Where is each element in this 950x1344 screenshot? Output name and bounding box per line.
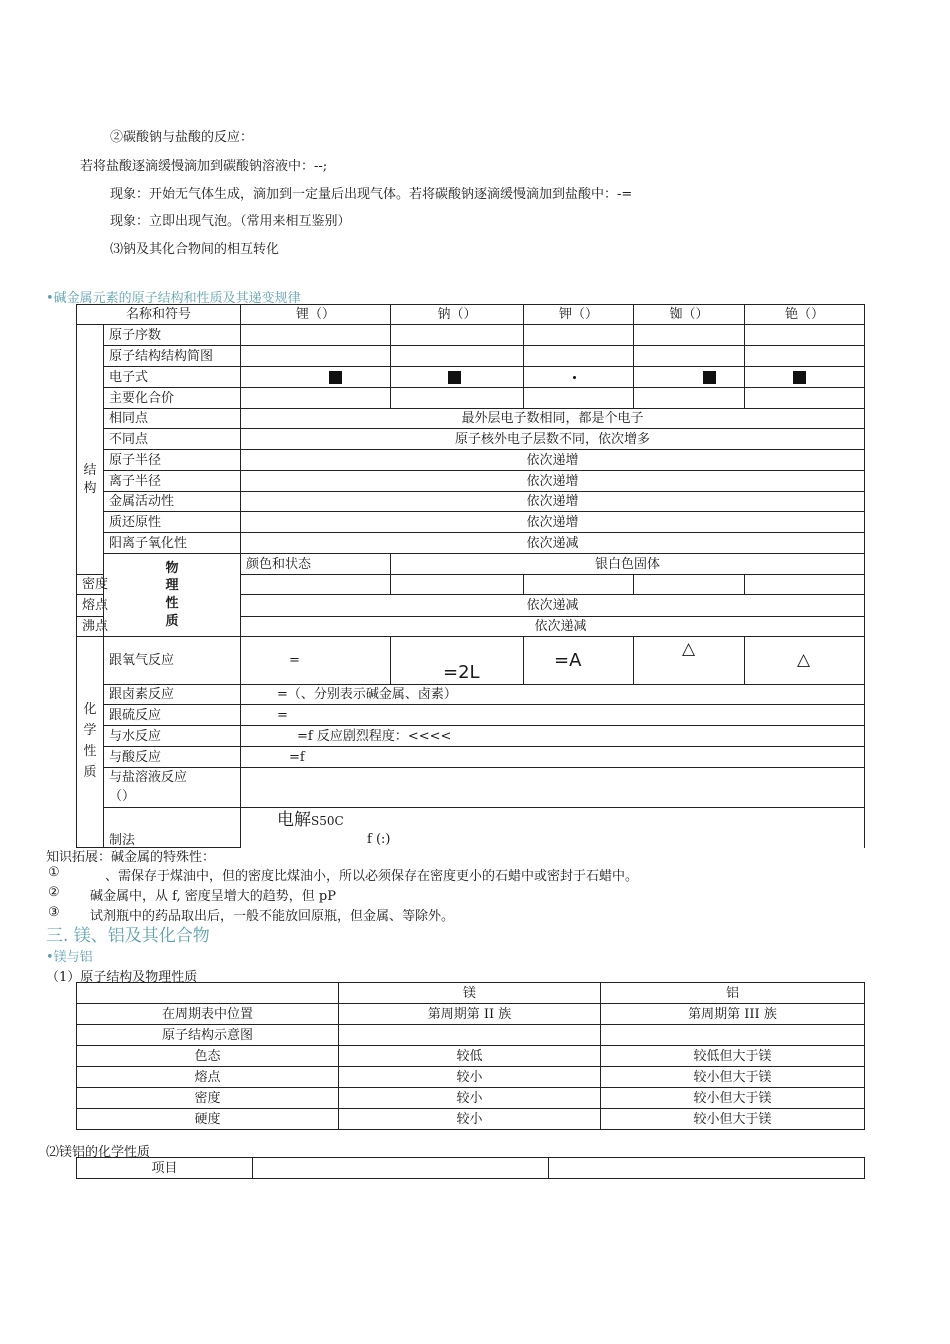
mg-al-label: 原子结构示意图 xyxy=(77,1025,339,1046)
row-diff: 不同点 xyxy=(104,429,241,450)
diff-value: 原子核外电子层数不同，依次增多 xyxy=(241,429,865,450)
mg-al-label: 色态 xyxy=(77,1046,339,1067)
table-row xyxy=(77,346,865,367)
table-row xyxy=(77,1158,865,1179)
table-row xyxy=(77,685,865,705)
filled-square-icon xyxy=(329,371,342,384)
mg-al-label: 熔点 xyxy=(77,1067,339,1088)
table-row xyxy=(77,429,865,450)
table-row xyxy=(77,808,865,848)
row-valence: 主要化合价 xyxy=(104,388,241,409)
ext-text-3: 试剂瓶中的药品取出后，一般不能放回原瓶，但金属、等除外。 xyxy=(90,909,455,924)
table-row xyxy=(77,1109,865,1130)
mg-al-header-al: 铝 xyxy=(601,983,865,1004)
al-value: 较低但大于镁 xyxy=(601,1046,865,1067)
oxygen-k: =A xyxy=(524,637,634,685)
row-structure-diagram: 原子结构结构简图 xyxy=(104,346,241,367)
al-value xyxy=(601,1025,865,1046)
row-boiling: 沸点 xyxy=(77,617,104,637)
atomic-radius-value: 依次递增 xyxy=(241,450,865,471)
acid-value: =f xyxy=(241,747,865,768)
reducibility-value: 依次递增 xyxy=(241,512,865,533)
row-color-state: 颜色和状态 xyxy=(241,554,391,575)
table-row xyxy=(77,1004,865,1025)
table-row xyxy=(77,450,865,471)
triangle-icon: △ xyxy=(797,650,811,670)
group-structure: 结构 xyxy=(77,325,104,575)
row-atomic-number: 原子序数 xyxy=(104,325,241,346)
boiling-value: 依次递减 xyxy=(241,617,865,637)
oxygen-na: =2L xyxy=(391,637,524,685)
header-cs: 铯（） xyxy=(745,305,865,325)
row-metal-activity: 金属活动性 xyxy=(104,492,241,512)
table-row xyxy=(77,367,865,388)
header-na: 钠（） xyxy=(391,305,524,325)
row-melting: 熔点 xyxy=(77,595,104,617)
alkali-table xyxy=(76,304,865,848)
same-value: 最外层电子数相同，都是个电子 xyxy=(241,409,865,429)
cation-oxidizing-value: 依次递减 xyxy=(241,533,865,554)
electron-cs xyxy=(745,367,865,388)
row-oxygen: 跟氧气反应 xyxy=(104,637,241,685)
alkali-heading: •碱金属元素的原子结构和性质及其递变规律 xyxy=(46,291,301,306)
dot-icon xyxy=(573,376,576,379)
mg-al-label: 硬度 xyxy=(77,1109,339,1130)
table-row xyxy=(77,388,865,409)
mg-al-table xyxy=(76,982,865,1130)
table-row xyxy=(77,533,865,554)
row-water: 与水反应 xyxy=(104,726,241,747)
table-row xyxy=(77,705,865,726)
al-value: 较小但大于镁 xyxy=(601,1109,865,1130)
oxygen-cs xyxy=(745,637,865,685)
ext-num-3: ③ xyxy=(48,905,60,920)
table-row xyxy=(77,747,865,768)
table-row xyxy=(77,637,865,685)
table-row xyxy=(77,1067,865,1088)
header-name-symbol: 名称和符号 xyxy=(77,305,241,325)
row-sulfur: 跟硫反应 xyxy=(104,705,241,726)
al-value: 较小但大于镁 xyxy=(601,1088,865,1109)
al-value: 较小但大于镁 xyxy=(601,1067,865,1088)
metal-activity-value: 依次递增 xyxy=(241,492,865,512)
mg-value: 较小 xyxy=(339,1088,601,1109)
oxygen-rb xyxy=(634,637,745,685)
row-acid: 与酸反应 xyxy=(104,747,241,768)
oxygen-li: = xyxy=(241,637,391,685)
row-reducibility: 质还原性 xyxy=(104,512,241,533)
row-same: 相同点 xyxy=(104,409,241,429)
melting-value: 依次递减 xyxy=(241,595,865,617)
header-rb: 铷（） xyxy=(634,305,745,325)
section3-part2: ⑵镁铝的化学性质 xyxy=(46,1145,151,1160)
ext-num-1: ① xyxy=(48,865,60,880)
header-li: 锂（） xyxy=(241,305,391,325)
mg-al-header-mg: 镁 xyxy=(339,983,601,1004)
ext-text-2: 碱金属中，从 f, 密度呈增大的趋势，但 pP xyxy=(90,889,336,904)
row-electron-formula: 电子式 xyxy=(104,367,241,388)
electron-rb xyxy=(634,367,745,388)
ext-text-1: 、需保存于煤油中，但的密度比煤油小，所以必须保存在密度更小的石蜡中或密封于石蜡中。 xyxy=(105,869,639,884)
electron-li xyxy=(241,367,391,388)
filled-square-icon xyxy=(703,371,716,384)
table-row xyxy=(77,554,865,575)
table-row xyxy=(77,492,865,512)
ext-title: 知识拓展：碱金属的特殊性： xyxy=(46,850,216,865)
intro-line-1: ②碳酸钠与盐酸的反应： xyxy=(110,130,254,145)
filled-square-icon xyxy=(448,371,461,384)
section3-sub: •镁与铝 xyxy=(46,950,93,965)
header-k: 钾（） xyxy=(524,305,634,325)
row-halogen: 跟卤素反应 xyxy=(104,685,241,705)
table-row xyxy=(77,325,865,346)
mg-al-header-empty xyxy=(77,983,339,1004)
mg-value xyxy=(339,1025,601,1046)
group-chemical: 化学性质 xyxy=(77,637,104,848)
water-value: =f 反应剧烈程度：<<<< xyxy=(241,726,865,747)
mg-value: 较小 xyxy=(339,1109,601,1130)
group-physical: 物理性质 xyxy=(104,554,241,637)
electron-k xyxy=(524,367,634,388)
section3-part1: （1）原子结构及物理性质 xyxy=(46,970,198,985)
mg-value: 较低 xyxy=(339,1046,601,1067)
prep-value: 电解S50C f (:) xyxy=(241,808,865,848)
section3-title: 三. 镁、铝及其化合物 xyxy=(46,926,210,946)
ext-num-2: ② xyxy=(48,885,60,900)
color-state-value: 银白色固体 xyxy=(391,554,865,575)
row-cation-oxidizing: 阳离子氧化性 xyxy=(104,533,241,554)
intro-line-4: 现象：立即出现气泡。（常用来相互鉴别） xyxy=(110,214,351,229)
sulfur-value: = xyxy=(241,705,865,726)
table-row xyxy=(77,726,865,747)
table-row xyxy=(77,1046,865,1067)
table-row xyxy=(77,1088,865,1109)
table-row xyxy=(77,983,865,1004)
table-row xyxy=(77,409,865,429)
row-atomic-radius: 原子半径 xyxy=(104,450,241,471)
halogen-value: =（、分别表示碱金属、卤素） xyxy=(241,685,865,705)
ionic-radius-value: 依次递增 xyxy=(241,471,865,492)
mg-value: 较小 xyxy=(339,1067,601,1088)
row-salt: 与盐溶液反应 （） xyxy=(104,768,241,808)
row-prep: 制法 xyxy=(104,808,241,848)
table-row xyxy=(77,768,865,808)
intro-line-3: 现象：开始无气体生成，滴加到一定量后出现气体。若将碳酸钠逐滴缓慢滴加到盐酸中：-= xyxy=(110,187,633,202)
mg-al-label: 在周期表中位置 xyxy=(77,1004,339,1025)
mg-al-label: 密度 xyxy=(77,1088,339,1109)
table-row xyxy=(77,471,865,492)
mg-value: 第周期第 II 族 xyxy=(339,1004,601,1025)
table-row xyxy=(77,305,865,325)
intro-line-2: 若将盐酸逐滴缓慢滴加到碳酸钠溶液中：--; xyxy=(80,159,328,174)
table-row xyxy=(77,1025,865,1046)
table-row xyxy=(77,512,865,533)
row-density: 密度 xyxy=(77,575,104,595)
chem-header-item: 项目 xyxy=(77,1158,253,1179)
row-ionic-radius: 离子半径 xyxy=(104,471,241,492)
electron-na xyxy=(391,367,524,388)
mg-al-chem-table xyxy=(76,1157,865,1179)
filled-square-icon xyxy=(793,371,806,384)
intro-line-5: ⑶钠及其化合物间的相互转化 xyxy=(110,242,280,257)
triangle-icon: △ xyxy=(682,639,696,659)
al-value: 第周期第 III 族 xyxy=(601,1004,865,1025)
